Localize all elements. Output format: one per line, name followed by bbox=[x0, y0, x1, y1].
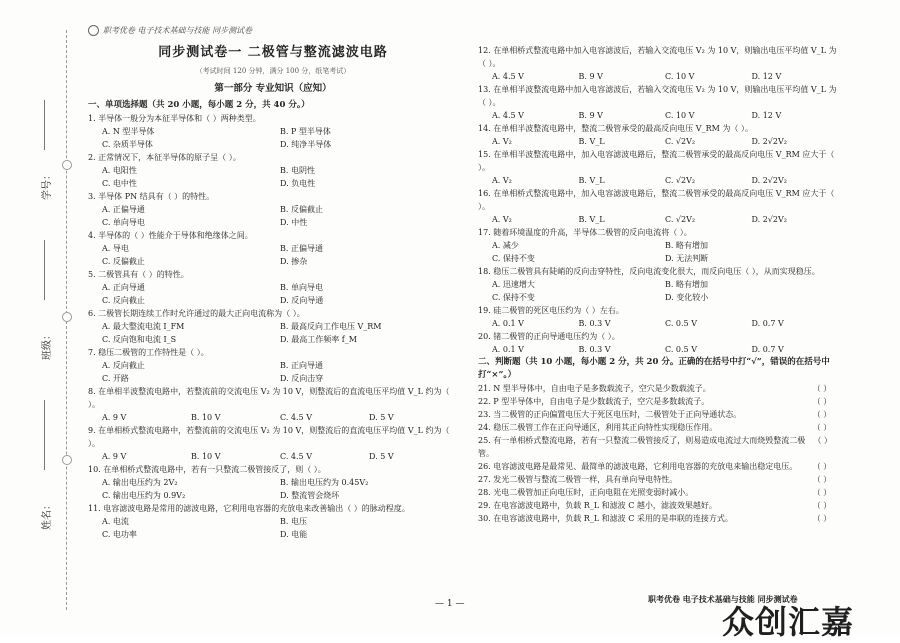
judge-item bbox=[478, 499, 838, 512]
question-text: 8. 在单相半波整流电路中，若整流前的交流电压 V₂ 为 10 V，则整流后的直流电压平均值 V_L 约为（ ）。 bbox=[88, 387, 450, 409]
judge-text: 26. 电容滤波电路是最常见、最简单的滤波电路，它利用电容器的充放电来输出稳定电压。 bbox=[478, 462, 798, 471]
option: D. 5 V bbox=[369, 413, 394, 422]
section-heading: 二、判断题（共 10 小题，每小题 2 分，共 20 分。正确的在括号中打“√”，错误的在括号中打“×”。） bbox=[478, 357, 830, 380]
watermark-logo: 众创汇嘉 bbox=[722, 603, 855, 641]
option: B. 电阴性 bbox=[280, 166, 315, 175]
option: D. 2√2V₂ bbox=[751, 137, 787, 146]
question-list bbox=[88, 112, 458, 541]
question-text: 17. 随着环境温度的升高，半导体二极管的反向电流将（ ）。 bbox=[478, 228, 692, 237]
option: B. 9 V bbox=[578, 72, 603, 81]
option-group bbox=[478, 213, 838, 226]
option: D. 0.7 V bbox=[751, 345, 784, 354]
option: B. 正偏导通 bbox=[280, 244, 323, 253]
judge-item bbox=[478, 395, 838, 408]
question-text: 3. 半导体 PN 结具有（ ）的特性。 bbox=[88, 192, 215, 201]
option: D. 12 V bbox=[751, 111, 782, 120]
page-number: — 1 — bbox=[435, 599, 465, 609]
option: D. 12 V bbox=[751, 72, 782, 81]
option: B. 最高反向工作电压 V_RM bbox=[280, 322, 382, 331]
question-text: 16. 在单相桥式整流电路中，加入电容滤波电路后，整流二极管承受的最高反向电压 V_RM 应大于（ ）。 bbox=[478, 189, 835, 211]
punch-hole bbox=[62, 312, 72, 322]
option: D. 最高工作频率 f_M bbox=[280, 335, 357, 344]
option: D. 负电性 bbox=[280, 179, 316, 188]
judge-text: 22. P 型半导体中，自由电子是少数载流子，空穴是多数载流子。 bbox=[478, 397, 710, 406]
option: C. 0.5 V bbox=[665, 319, 697, 328]
option: A. 迅速增大 bbox=[492, 280, 535, 289]
student-no-label: 学号： bbox=[42, 170, 53, 200]
option: A. 正偏导通 bbox=[102, 205, 145, 214]
question-text: 19. 硅二极管的死区电压约为（ ）左右。 bbox=[478, 306, 624, 315]
option: C. √2V₂ bbox=[665, 215, 696, 224]
option-group bbox=[478, 174, 838, 187]
option: B. 正向导通 bbox=[280, 361, 323, 370]
option: D. 2√2V₂ bbox=[751, 215, 787, 224]
left-column bbox=[88, 44, 458, 541]
option: C. 保持不变 bbox=[492, 293, 535, 302]
question-text: 18. 稳压二极管具有陡峭的反向击穿特性，反向电流变化很大，而反向电压（ ），从而实现稳压。 bbox=[478, 267, 820, 276]
option: D. 无法判断 bbox=[665, 254, 709, 263]
option: B. 略有增加 bbox=[665, 280, 708, 289]
option: B. 9 V bbox=[578, 111, 603, 120]
option: C. 杂质半导体 bbox=[102, 140, 153, 149]
question-text: 6. 二极管长期连续工作时允许通过的最大正向电流称为（ ）。 bbox=[88, 309, 305, 318]
answer-blank: （ ） bbox=[812, 397, 832, 406]
judge-text: 30. 在电容滤波电路中，负载 R_L 和滤波 C 采用的是串联的连接方式。 bbox=[478, 514, 733, 523]
option: B. P 型半导体 bbox=[280, 127, 331, 136]
option-group bbox=[478, 343, 838, 356]
option: A. 正向导通 bbox=[102, 283, 145, 292]
option: B. 输出电压约为 0.45V₂ bbox=[280, 478, 369, 487]
answer-blank: （ ） bbox=[812, 514, 832, 523]
option: B. V_L bbox=[578, 137, 605, 146]
option-group bbox=[478, 278, 838, 304]
part-heading: 第一部分 专业知识（应知） bbox=[214, 83, 332, 94]
option: C. 保持不变 bbox=[492, 254, 535, 263]
question-text: 12. 在单相桥式整流电路中加入电容滤波后，若输入交流电压 V₂ 为 10 V，则输出电压平均值 V_L 为（ ）。 bbox=[478, 46, 837, 68]
option: C. √2V₂ bbox=[665, 176, 696, 185]
option-group bbox=[88, 515, 458, 541]
option: C. 10 V bbox=[665, 72, 695, 81]
option: B. V_L bbox=[578, 176, 605, 185]
judge-text: 24. 稳压二极管工作在正向导通区，利用其正向特性实现稳压作用。 bbox=[478, 423, 718, 432]
header-text: 职考优卷 电子技术基础与技能 同步测试卷 bbox=[103, 26, 253, 35]
option: A. 电流 bbox=[102, 517, 129, 526]
judge-text: 23. 当二极管的正向偏置电压大于死区电压时，二极管处于正向导通状态。 bbox=[478, 410, 742, 419]
option: B. V_L bbox=[578, 215, 605, 224]
option: B. 单向导电 bbox=[280, 283, 323, 292]
option: D. 反向导通 bbox=[280, 296, 324, 305]
question-text: 5. 二极管具有（ ）的特性。 bbox=[88, 270, 189, 279]
option: C. √2V₂ bbox=[665, 137, 696, 146]
right-column bbox=[478, 44, 838, 525]
judge-text: 29. 在电容滤波电路中，负载 R_L 和滤波 C 越小，滤波效果越好。 bbox=[478, 501, 717, 510]
option: A. 输出电压约为 2V₂ bbox=[102, 478, 178, 487]
question-text: 14. 在单相半波整流电路中，整流二极管承受的最高反向电压 V_RM 为（ ）。 bbox=[478, 124, 753, 133]
option: A. V₂ bbox=[492, 137, 512, 146]
option: A. 减少 bbox=[492, 241, 519, 250]
class-label: 班级： bbox=[42, 330, 53, 360]
option-group bbox=[88, 203, 458, 229]
answer-blank: （ ） bbox=[812, 462, 832, 471]
option-group bbox=[88, 125, 458, 151]
question-text: 2. 正常情况下，本征半导体的原子呈（ ）。 bbox=[88, 153, 241, 162]
judge-item bbox=[478, 421, 838, 434]
option: D. 整流管会烧坏 bbox=[280, 491, 340, 500]
option: D. 中性 bbox=[280, 218, 308, 227]
answer-blank: （ ） bbox=[812, 410, 832, 419]
option: C. 单向导电 bbox=[102, 218, 145, 227]
option-group bbox=[88, 359, 458, 385]
option-group bbox=[478, 135, 838, 148]
option: C. 10 V bbox=[665, 111, 695, 120]
option: C. 4.5 V bbox=[280, 413, 312, 422]
option: D. 电能 bbox=[280, 530, 308, 539]
question-text: 7. 稳压二极管的工作特性是（ ）。 bbox=[88, 348, 209, 357]
judge-item bbox=[478, 460, 838, 473]
question-text: 13. 在单相半波整流电路中加入电容滤波后，若输入交流电压 V₂ 为 10 V，则输出电压平均值 V_L 为（ ）。 bbox=[478, 85, 837, 107]
option: C. 0.5 V bbox=[665, 345, 697, 354]
name-label: 姓名： bbox=[42, 500, 53, 530]
judge-item bbox=[478, 473, 838, 486]
question-text: 4. 半导体的（ ）性能介于导体和绝缘体之间。 bbox=[88, 231, 253, 240]
footer-title: 职考优卷 电子技术基础与技能 同步测试卷 bbox=[648, 595, 798, 604]
page-header bbox=[88, 25, 252, 36]
question-text: 10. 在单相桥式整流电路中，若有一只整流二极管接反了，则（ ）。 bbox=[88, 465, 326, 474]
option: C. 反偏截止 bbox=[102, 257, 145, 266]
option-group bbox=[88, 281, 458, 307]
option-group bbox=[478, 239, 838, 265]
option: A. 导电 bbox=[102, 244, 129, 253]
option: D. 0.7 V bbox=[751, 319, 784, 328]
answer-blank: （ ） bbox=[812, 423, 832, 432]
question-text: 11. 电容滤波电路是常用的滤波电路，它利用电容器的充放电来改善输出（ ）的脉动程度。 bbox=[88, 504, 410, 513]
option: A. N 型半导体 bbox=[102, 127, 155, 136]
option: B. 电压 bbox=[280, 517, 307, 526]
option-group bbox=[88, 450, 458, 463]
section-heading: 一、单项选择题（共 20 小题，每小题 2 分，共 40 分。） bbox=[88, 100, 310, 110]
option-group bbox=[478, 317, 838, 330]
option: B. 略有增加 bbox=[665, 241, 708, 250]
question-text: 15. 在单相半波整流电路中，加入电容滤波电路后，整流二极管承受的最高反向电压 V_RM 应大于（ ）。 bbox=[478, 150, 835, 172]
judge-text: 25. 有一单相桥式整流电路，若有一只整流二极管接反了，则易造成电流过大而烧毁整流二极管。 bbox=[478, 436, 806, 458]
option: D. 掺杂 bbox=[280, 257, 308, 266]
question-list bbox=[478, 44, 838, 356]
option: C. 反向饱和电流 I_S bbox=[102, 335, 177, 344]
option: A. 4.5 V bbox=[492, 72, 524, 81]
punch-hole bbox=[62, 160, 72, 170]
option: D. 5 V bbox=[369, 452, 394, 461]
judge-item bbox=[478, 382, 838, 395]
option: C. 反向截止 bbox=[102, 296, 145, 305]
punch-hole bbox=[62, 455, 72, 465]
publisher-logo-icon bbox=[88, 25, 99, 36]
name-line bbox=[44, 400, 45, 470]
option-group bbox=[88, 320, 458, 346]
judge-text: 28. 光电二极管加正向电压时，正向电阻在光照变弱时减小。 bbox=[478, 488, 694, 497]
answer-blank: （ ） bbox=[812, 475, 832, 484]
exam-subtitle: （考试时间 120 分钟，满分 100 分，纸笔考试） bbox=[195, 67, 351, 75]
option: C. 4.5 V bbox=[280, 452, 312, 461]
answer-blank: （ ） bbox=[812, 384, 832, 393]
option: A. V₂ bbox=[492, 176, 512, 185]
option: A. 0.1 V bbox=[492, 345, 524, 354]
option: B. 10 V bbox=[191, 452, 221, 461]
option: A. V₂ bbox=[492, 215, 512, 224]
option: A. 最大整流电流 I_FM bbox=[102, 322, 185, 331]
question-text: 1. 半导体一般分为本征半导体和（ ）两种类型。 bbox=[88, 114, 261, 123]
question-text: 9. 在单相桥式整流电路中，若整流前的交流电压 V₂ 为 10 V，则整流后的直流电压平均值 V_L 约为（ ）。 bbox=[88, 426, 450, 448]
option: C. 电功率 bbox=[102, 530, 137, 539]
option-group bbox=[478, 70, 838, 83]
option: A. 0.1 V bbox=[492, 319, 524, 328]
question-text: 20. 锗二极管的正向导通电压约为（ ）。 bbox=[478, 332, 620, 341]
option: A. 反向截止 bbox=[102, 361, 145, 370]
judge-text: 27. 发光二极管与整流二极管一样，具有单向导电特性。 bbox=[478, 475, 678, 484]
student-no-line bbox=[44, 100, 45, 150]
judge-text: 21. N 型半导体中，自由电子是多数载流子，空穴是少数载流子。 bbox=[478, 384, 711, 393]
option: D. 纯净半导体 bbox=[280, 140, 332, 149]
answer-blank: （ ） bbox=[813, 436, 832, 445]
option: A. 9 V bbox=[102, 413, 127, 422]
option-group bbox=[88, 164, 458, 190]
option: B. 0.3 V bbox=[578, 345, 611, 354]
option: A. 电阳性 bbox=[102, 166, 137, 175]
option: B. 10 V bbox=[191, 413, 221, 422]
judge-item bbox=[478, 512, 838, 525]
class-line bbox=[44, 240, 45, 300]
option: C. 电中性 bbox=[102, 179, 137, 188]
answer-blank: （ ） bbox=[812, 488, 832, 497]
option-group bbox=[478, 109, 838, 122]
option-group bbox=[88, 476, 458, 502]
judge-list bbox=[478, 382, 838, 525]
option: C. 开路 bbox=[102, 374, 129, 383]
option: D. 反向击穿 bbox=[280, 374, 324, 383]
option-group bbox=[88, 411, 458, 424]
option: B. 0.3 V bbox=[578, 319, 611, 328]
judge-item bbox=[478, 434, 838, 460]
option: D. 变化较小 bbox=[665, 293, 709, 302]
option: A. 9 V bbox=[102, 452, 127, 461]
option: B. 反偏截止 bbox=[280, 205, 323, 214]
option-group bbox=[88, 242, 458, 268]
option: C. 输出电压约为 0.9V₂ bbox=[102, 491, 186, 500]
judge-item bbox=[478, 408, 838, 421]
option: D. 2√2V₂ bbox=[751, 176, 787, 185]
exam-title: 同步测试卷一 二极管与整流滤波电路 bbox=[158, 45, 388, 60]
option: A. 4.5 V bbox=[492, 111, 524, 120]
judge-item bbox=[478, 486, 838, 499]
answer-blank: （ ） bbox=[812, 501, 832, 510]
